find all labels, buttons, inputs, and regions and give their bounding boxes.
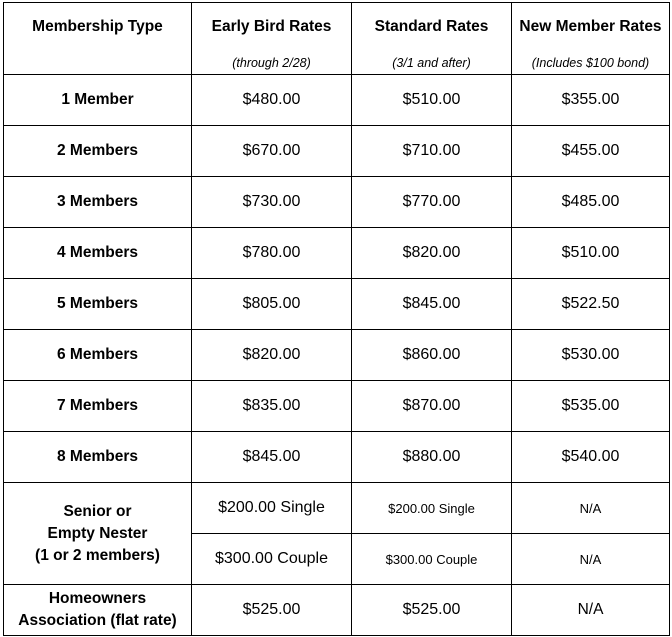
new-member-rate-cell: $530.00	[512, 330, 670, 381]
membership-type-cell: 4 Members	[4, 228, 192, 279]
early-bird-rate-cell: $670.00	[192, 126, 352, 177]
table-row	[4, 432, 670, 483]
hoa-type-line: Association (flat rate)	[18, 612, 177, 629]
senior-couple-standard-cell: $300.00 Couple	[352, 534, 512, 585]
membership-rates-table	[3, 2, 670, 636]
early-bird-rate-cell: $805.00	[192, 279, 352, 330]
senior-single-standard-cell: $200.00 Single	[352, 483, 512, 534]
standard-rate-cell: $710.00	[352, 126, 512, 177]
standard-rate-cell: $510.00	[352, 75, 512, 126]
header-subtitle: (3/1 and after)	[392, 56, 471, 70]
hoa-early-cell: $525.00	[192, 585, 352, 636]
senior-membership-type-cell	[4, 483, 192, 585]
membership-type-cell: 2 Members	[4, 126, 192, 177]
early-bird-rate-cell: $835.00	[192, 381, 352, 432]
standard-rate-cell: $880.00	[352, 432, 512, 483]
table-row	[4, 75, 670, 126]
standard-rate-cell: $860.00	[352, 330, 512, 381]
early-bird-rate-cell: $845.00	[192, 432, 352, 483]
header-title: New Member Rates	[519, 18, 662, 35]
early-bird-rate-cell: $820.00	[192, 330, 352, 381]
new-member-rate-cell: $510.00	[512, 228, 670, 279]
standard-rate-cell: $820.00	[352, 228, 512, 279]
early-bird-rate-cell: $730.00	[192, 177, 352, 228]
membership-type-cell: 5 Members	[4, 279, 192, 330]
header-row	[4, 3, 670, 75]
new-member-rate-cell: $522.50	[512, 279, 670, 330]
new-member-rate-cell: $540.00	[512, 432, 670, 483]
table-row	[4, 177, 670, 228]
membership-type-cell: 3 Members	[4, 177, 192, 228]
standard-rate-cell: $870.00	[352, 381, 512, 432]
early-bird-rate-cell: $480.00	[192, 75, 352, 126]
header-title: Membership Type	[32, 18, 163, 35]
table-row	[4, 126, 670, 177]
senior-couple-new-cell: N/A	[512, 534, 670, 585]
senior-type-line: (1 or 2 members)	[35, 546, 160, 564]
senior-type-line: Empty Nester	[47, 524, 148, 542]
header-new-member	[512, 3, 670, 75]
hoa-membership-type-cell	[4, 585, 192, 636]
header-subtitle: (through 2/28)	[232, 56, 311, 70]
header-title: Early Bird Rates	[211, 18, 332, 35]
hoa-new-cell: N/A	[512, 585, 670, 636]
new-member-rate-cell: $485.00	[512, 177, 670, 228]
senior-single-row	[4, 483, 670, 534]
membership-type-cell: 8 Members	[4, 432, 192, 483]
hoa-type-line: Homeowners	[48, 590, 147, 607]
table-row	[4, 228, 670, 279]
standard-rate-cell: $845.00	[352, 279, 512, 330]
senior-single-early-cell: $200.00 Single	[192, 483, 352, 534]
header-membership-type	[4, 3, 192, 75]
header-early-bird	[192, 3, 352, 75]
hoa-standard-cell: $525.00	[352, 585, 512, 636]
hoa-row	[4, 585, 670, 636]
early-bird-rate-cell: $780.00	[192, 228, 352, 279]
senior-couple-early-cell: $300.00 Couple	[192, 534, 352, 585]
senior-type-line: Senior or	[63, 502, 132, 520]
senior-single-new-cell: N/A	[512, 483, 670, 534]
table-row	[4, 279, 670, 330]
header-standard	[352, 3, 512, 75]
new-member-rate-cell: $535.00	[512, 381, 670, 432]
new-member-rate-cell: $455.00	[512, 126, 670, 177]
table-row	[4, 330, 670, 381]
header-title: Standard Rates	[374, 18, 489, 35]
membership-type-cell: 7 Members	[4, 381, 192, 432]
header-subtitle: (Includes $100 bond)	[531, 56, 650, 70]
membership-type-cell: 1 Member	[4, 75, 192, 126]
table-row	[4, 381, 670, 432]
standard-rate-cell: $770.00	[352, 177, 512, 228]
new-member-rate-cell: $355.00	[512, 75, 670, 126]
membership-type-cell: 6 Members	[4, 330, 192, 381]
